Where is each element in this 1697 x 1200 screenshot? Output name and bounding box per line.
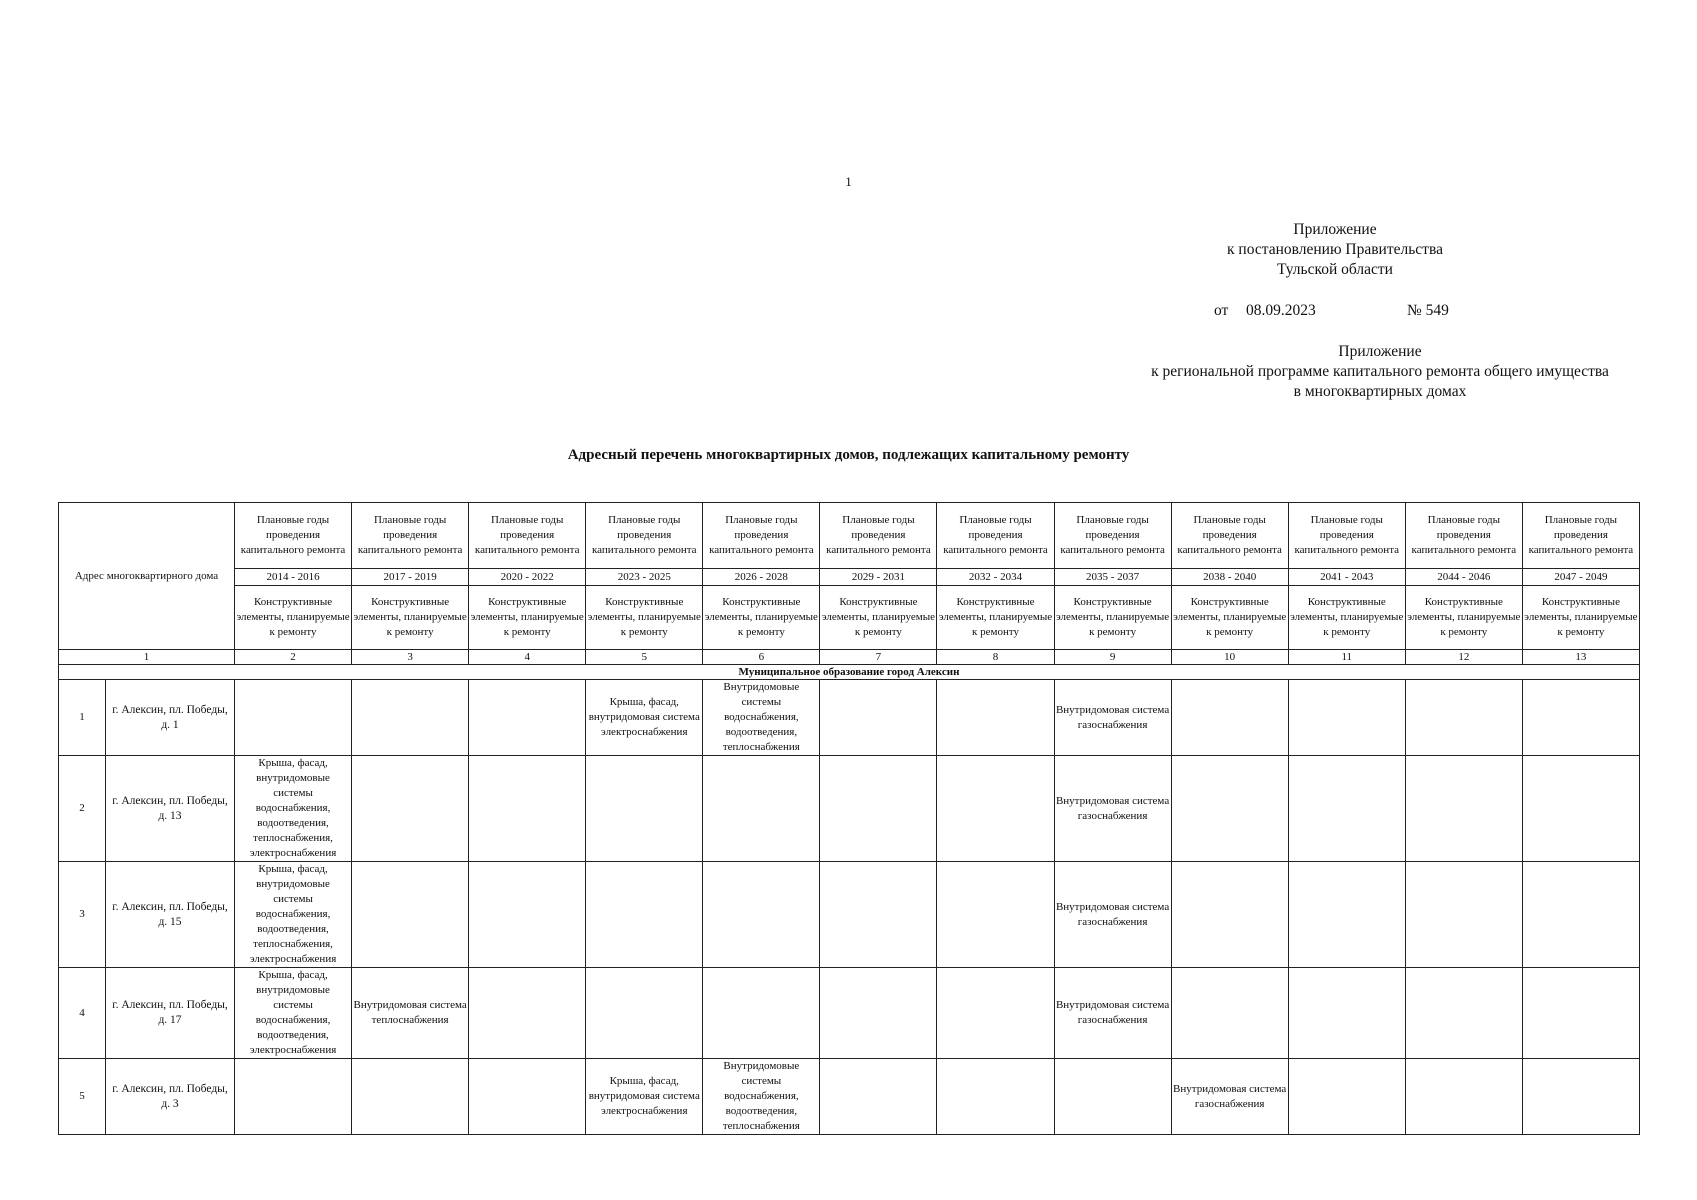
period-cell: 2023 - 2025 <box>586 569 703 586</box>
column-number: 8 <box>937 650 1054 665</box>
government-decree-appendix <box>1195 220 1475 280</box>
table-row <box>59 1059 1640 1135</box>
appendix-line: к постановлению Правительства <box>1227 241 1443 258</box>
repair-elements-cell <box>1405 756 1522 862</box>
plan-years-header: Плановые годы проведения капитального ремонта <box>703 503 820 569</box>
repair-elements-cell: Крыша, фасад, внутридомовые системы водоснабжения, водоотведения, теплоснабжения, электроснабжения <box>235 862 352 968</box>
repair-elements-cell <box>820 1059 937 1135</box>
row-number: 5 <box>59 1059 106 1135</box>
repair-elements-cell <box>1405 1059 1522 1135</box>
row-number: 1 <box>59 680 106 756</box>
plan-years-header: Плановые годы проведения капитального ремонта <box>937 503 1054 569</box>
plan-years-header: Плановые годы проведения капитального ремонта <box>1522 503 1639 569</box>
elements-header: Конструктивные элементы, планируемые к ремонту <box>1054 586 1171 650</box>
repair-elements-cell <box>1522 862 1639 968</box>
repair-elements-cell <box>703 968 820 1059</box>
column-number: 10 <box>1171 650 1288 665</box>
header-periods-row <box>59 569 1640 586</box>
plan-years-header: Плановые годы проведения капитального ремонта <box>1171 503 1288 569</box>
repair-elements-cell <box>469 756 586 862</box>
from-label: от <box>1214 302 1229 319</box>
repair-elements-cell <box>820 968 937 1059</box>
repair-elements-cell <box>1288 1059 1405 1135</box>
repair-elements-cell <box>235 680 352 756</box>
repair-elements-cell <box>469 968 586 1059</box>
repair-elements-cell <box>820 756 937 862</box>
table-row <box>59 756 1640 862</box>
period-cell: 2038 - 2040 <box>1171 569 1288 586</box>
repair-elements-cell <box>352 862 469 968</box>
column-number: 4 <box>469 650 586 665</box>
header-plan-row <box>59 503 1640 569</box>
repair-elements-cell <box>937 862 1054 968</box>
repair-elements-cell <box>1522 756 1639 862</box>
repair-elements-cell: Внутридомовая система газоснабжения <box>1054 968 1171 1059</box>
regional-program-appendix <box>1060 342 1697 402</box>
plan-years-header: Плановые годы проведения капитального ремонта <box>469 503 586 569</box>
municipality-row <box>59 665 1640 680</box>
row-number: 3 <box>59 862 106 968</box>
building-address: г. Алексин, пл. Победы, д. 17 <box>106 968 235 1059</box>
repair-elements-cell: Внутридомовая система теплоснабжения <box>352 968 469 1059</box>
repair-elements-cell <box>1405 680 1522 756</box>
repair-elements-cell: Внутридомовые системы водоснабжения, водоотведения, теплоснабжения <box>703 680 820 756</box>
period-cell: 2035 - 2037 <box>1054 569 1171 586</box>
repair-elements-cell: Крыша, фасад, внутридомовая система электроснабжения <box>586 1059 703 1135</box>
column-number: 2 <box>235 650 352 665</box>
header-elements-row <box>59 586 1640 650</box>
repair-elements-cell <box>937 968 1054 1059</box>
repair-elements-cell <box>820 680 937 756</box>
plan-years-header: Плановые годы проведения капитального ремонта <box>1288 503 1405 569</box>
repair-elements-cell <box>469 680 586 756</box>
table-row <box>59 680 1640 756</box>
repair-elements-cell <box>235 1059 352 1135</box>
elements-header: Конструктивные элементы, планируемые к ремонту <box>1405 586 1522 650</box>
appendix-line: в многоквартирных домах <box>1293 383 1467 400</box>
elements-header: Конструктивные элементы, планируемые к ремонту <box>469 586 586 650</box>
elements-header: Конструктивные элементы, планируемые к ремонту <box>1522 586 1639 650</box>
column-numbers-row <box>59 650 1640 665</box>
repair-elements-cell: Внутридомовая система газоснабжения <box>1054 756 1171 862</box>
document-title: Адресный перечень многоквартирных домов, подлежащих капитальному ремонту <box>567 447 1130 463</box>
address-register-table <box>58 502 1640 1135</box>
repair-elements-cell <box>1171 968 1288 1059</box>
table-row <box>59 862 1640 968</box>
repair-elements-cell: Крыша, фасад, внутридомовая система электроснабжения <box>586 680 703 756</box>
repair-elements-cell <box>1288 756 1405 862</box>
repair-elements-cell <box>352 1059 469 1135</box>
repair-elements-cell <box>469 862 586 968</box>
repair-elements-cell: Внутридомовая система газоснабжения <box>1054 680 1171 756</box>
elements-header: Конструктивные элементы, планируемые к ремонту <box>586 586 703 650</box>
period-cell: 2014 - 2016 <box>235 569 352 586</box>
period-cell: 2044 - 2046 <box>1405 569 1522 586</box>
repair-elements-cell <box>1288 862 1405 968</box>
table-row <box>59 968 1640 1059</box>
repair-elements-cell <box>1522 680 1639 756</box>
plan-years-header: Плановые годы проведения капитального ремонта <box>1405 503 1522 569</box>
column-number: 9 <box>1054 650 1171 665</box>
appendix-line: к региональной программе капитального ремонта общего имущества <box>1151 363 1609 380</box>
period-cell: 2026 - 2028 <box>703 569 820 586</box>
period-cell: 2017 - 2019 <box>352 569 469 586</box>
repair-elements-cell <box>469 1059 586 1135</box>
column-number: 12 <box>1405 650 1522 665</box>
decree-number: № 549 <box>1407 302 1449 319</box>
building-address: г. Алексин, пл. Победы, д. 1 <box>106 680 235 756</box>
building-address: г. Алексин, пл. Победы, д. 13 <box>106 756 235 862</box>
elements-header: Конструктивные элементы, планируемые к ремонту <box>937 586 1054 650</box>
period-cell: 2041 - 2043 <box>1288 569 1405 586</box>
plan-years-header: Плановые годы проведения капитального ремонта <box>235 503 352 569</box>
column-number: 6 <box>703 650 820 665</box>
building-address: г. Алексин, пл. Победы, д. 3 <box>106 1059 235 1135</box>
plan-years-header: Плановые годы проведения капитального ремонта <box>1054 503 1171 569</box>
repair-elements-cell <box>1288 968 1405 1059</box>
repair-elements-cell <box>1054 1059 1171 1135</box>
repair-elements-cell <box>1171 756 1288 862</box>
repair-elements-cell <box>586 968 703 1059</box>
repair-elements-cell <box>820 862 937 968</box>
repair-elements-cell <box>1405 862 1522 968</box>
repair-elements-cell <box>1288 680 1405 756</box>
column-number: 5 <box>586 650 703 665</box>
municipality-name: Муниципальное образование город Алексин <box>59 665 1640 680</box>
column-number: 13 <box>1522 650 1639 665</box>
repair-elements-cell: Внутридомовые системы водоснабжения, водоотведения, теплоснабжения <box>703 1059 820 1135</box>
period-cell: 2020 - 2022 <box>469 569 586 586</box>
repair-elements-cell: Крыша, фасад, внутридомовые системы водоснабжения, водоотведения, электроснабжения <box>235 968 352 1059</box>
elements-header: Конструктивные элементы, планируемые к ремонту <box>820 586 937 650</box>
decree-date: 08.09.2023 <box>1246 302 1316 319</box>
elements-header: Конструктивные элементы, планируемые к ремонту <box>1171 586 1288 650</box>
column-number: 1 <box>59 650 235 665</box>
row-number: 2 <box>59 756 106 862</box>
period-cell: 2029 - 2031 <box>820 569 937 586</box>
appendix-line: Приложение <box>1338 343 1422 360</box>
repair-elements-cell <box>1171 862 1288 968</box>
column-number: 7 <box>820 650 937 665</box>
repair-elements-cell <box>703 756 820 862</box>
repair-elements-cell <box>352 756 469 862</box>
repair-elements-cell <box>352 680 469 756</box>
repair-elements-cell <box>1522 1059 1639 1135</box>
address-header: Адрес многоквартирного дома <box>59 503 235 650</box>
repair-elements-cell: Внутридомовая система газоснабжения <box>1054 862 1171 968</box>
page-number: 1 <box>845 174 852 189</box>
repair-elements-cell <box>1171 680 1288 756</box>
elements-header: Конструктивные элементы, планируемые к ремонту <box>703 586 820 650</box>
building-address: г. Алексин, пл. Победы, д. 15 <box>106 862 235 968</box>
row-number: 4 <box>59 968 106 1059</box>
appendix-line: Тульской области <box>1277 261 1393 278</box>
repair-elements-cell <box>937 680 1054 756</box>
period-cell: 2032 - 2034 <box>937 569 1054 586</box>
period-cell: 2047 - 2049 <box>1522 569 1639 586</box>
repair-elements-cell <box>586 756 703 862</box>
plan-years-header: Плановые годы проведения капитального ремонта <box>586 503 703 569</box>
appendix-line: Приложение <box>1293 221 1377 238</box>
repair-elements-cell <box>1405 968 1522 1059</box>
column-number: 11 <box>1288 650 1405 665</box>
plan-years-header: Плановые годы проведения капитального ремонта <box>352 503 469 569</box>
repair-elements-cell <box>937 756 1054 862</box>
repair-elements-cell: Крыша, фасад, внутридомовые системы водоснабжения, водоотведения, теплоснабжения, электроснабжения <box>235 756 352 862</box>
elements-header: Конструктивные элементы, планируемые к ремонту <box>235 586 352 650</box>
repair-elements-cell: Внутридомовая система газоснабжения <box>1171 1059 1288 1135</box>
elements-header: Конструктивные элементы, планируемые к ремонту <box>1288 586 1405 650</box>
plan-years-header: Плановые годы проведения капитального ремонта <box>820 503 937 569</box>
repair-elements-cell <box>703 862 820 968</box>
repair-elements-cell <box>1522 968 1639 1059</box>
repair-elements-cell <box>586 862 703 968</box>
elements-header: Конструктивные элементы, планируемые к ремонту <box>352 586 469 650</box>
column-number: 3 <box>352 650 469 665</box>
repair-elements-cell <box>937 1059 1054 1135</box>
